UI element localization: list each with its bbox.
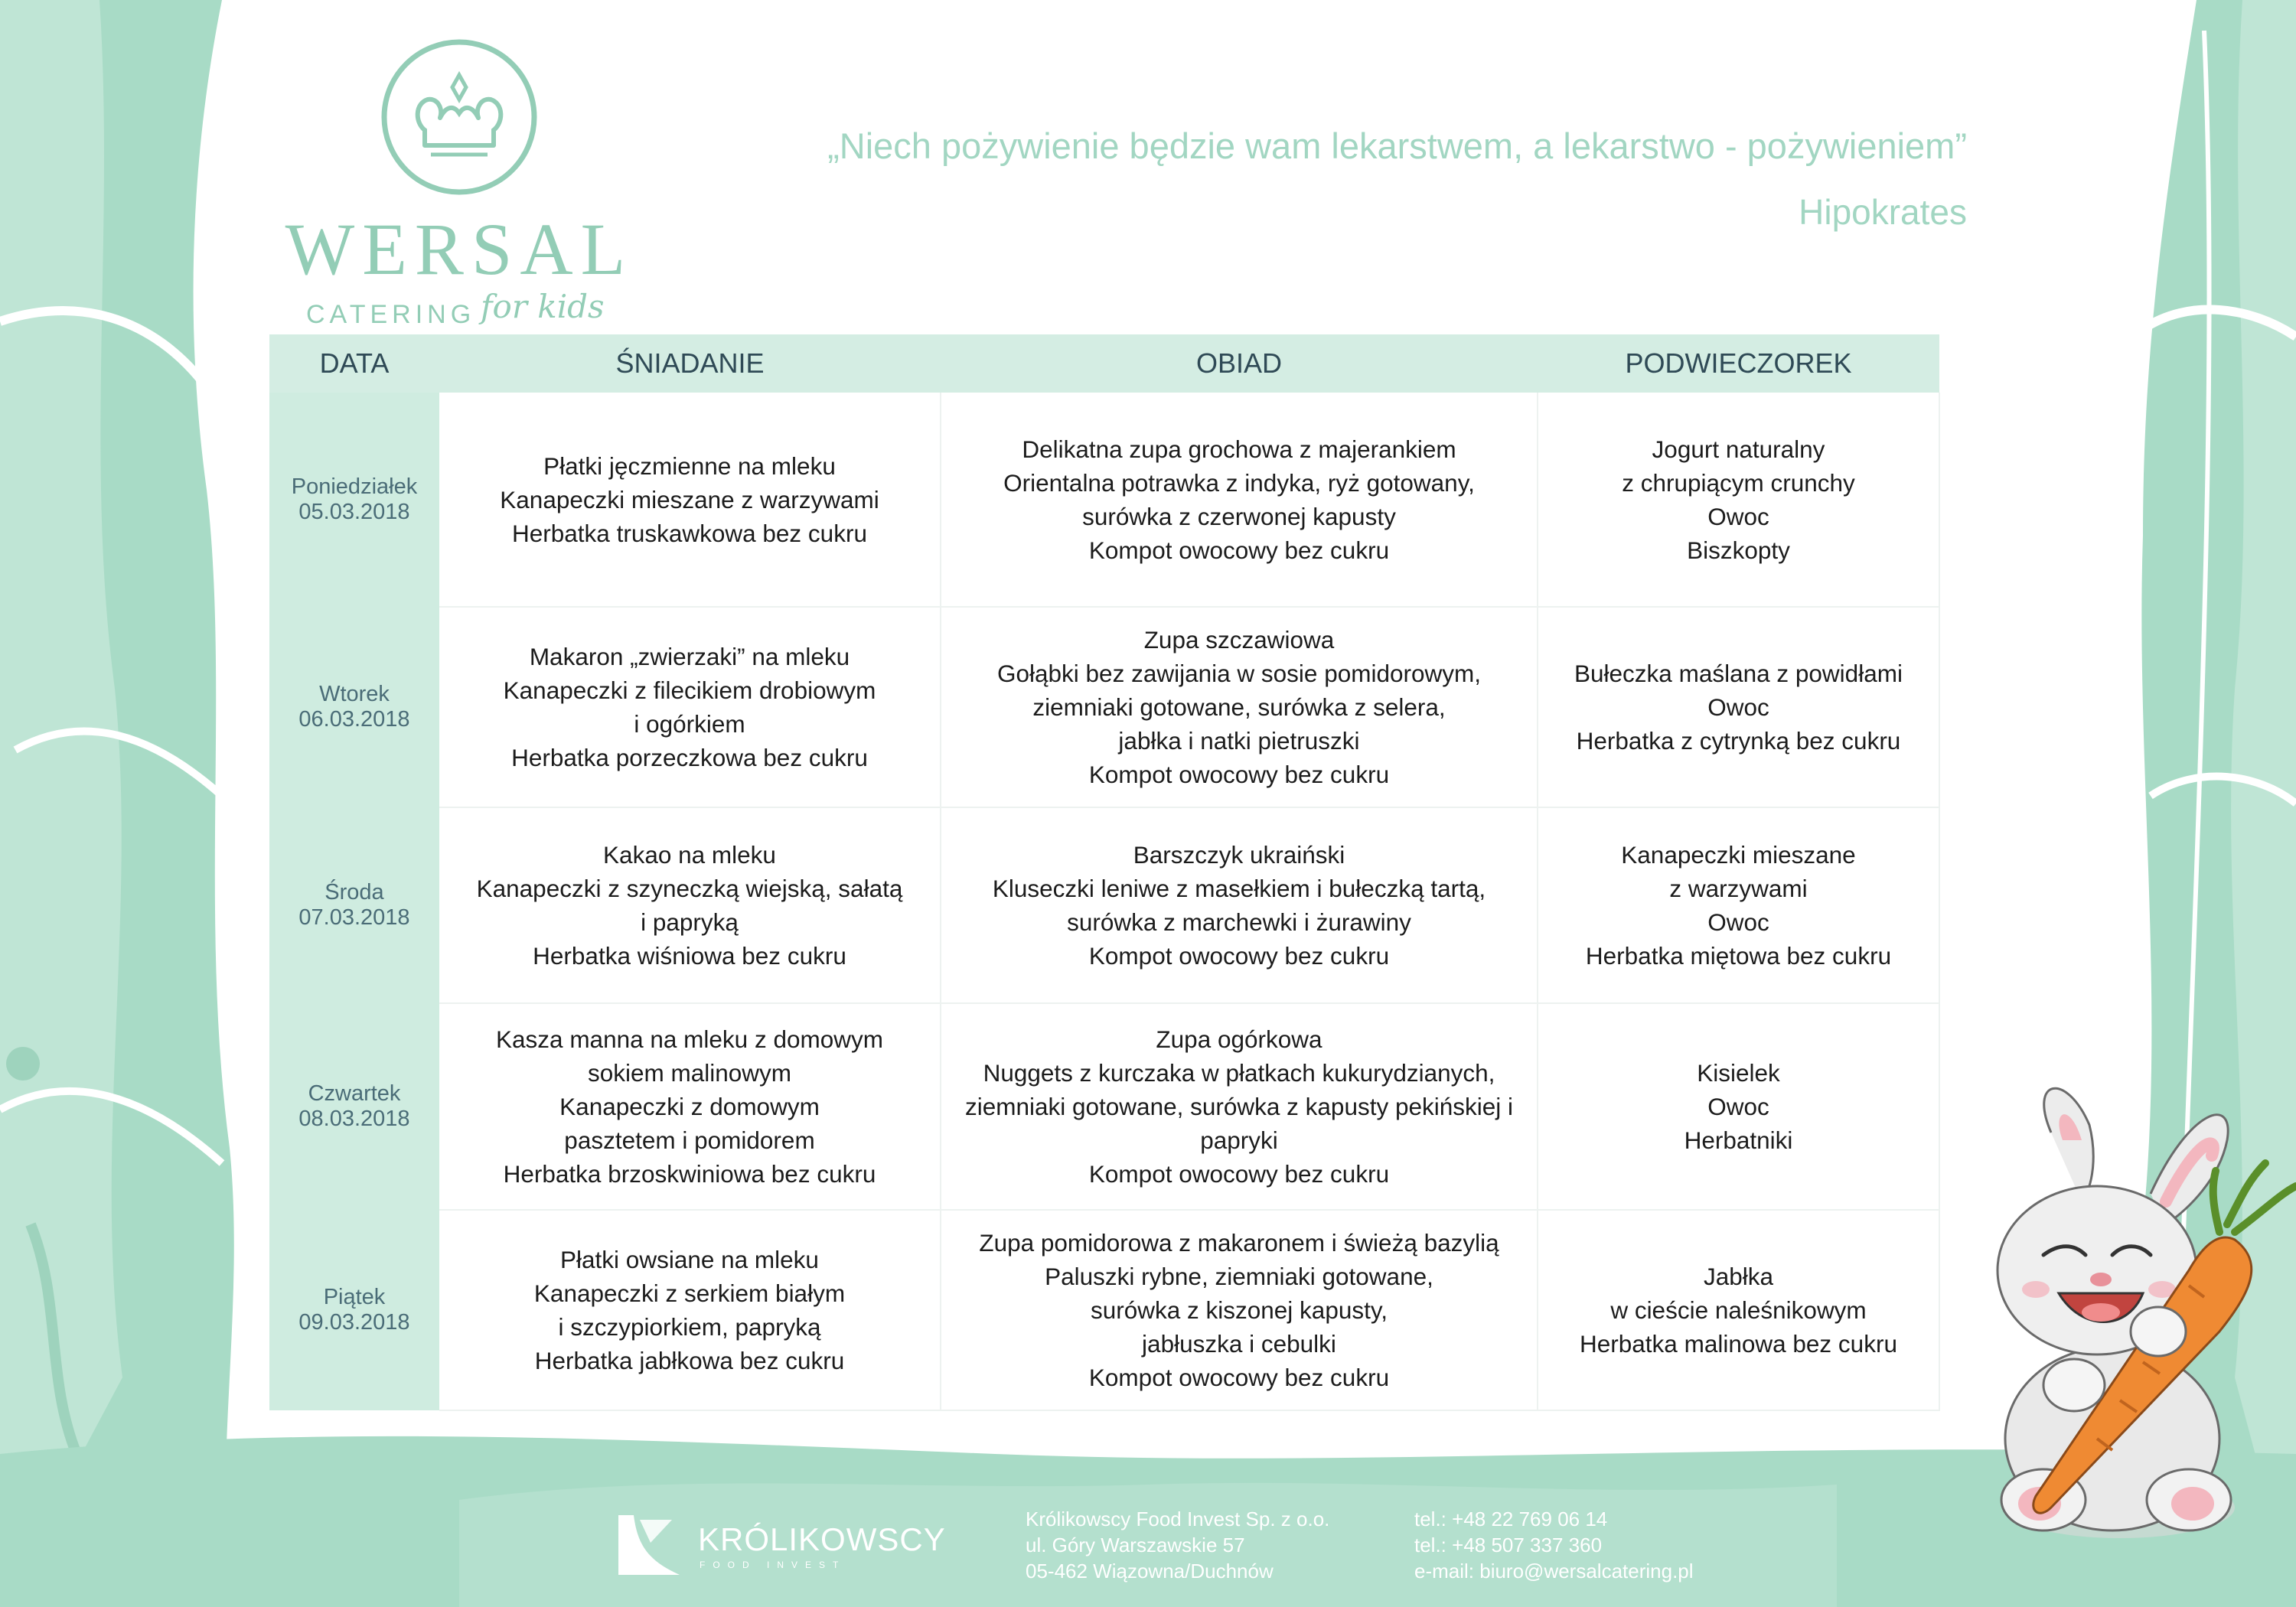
menu-line: Kanapeczki z serkiem białym	[533, 1279, 846, 1307]
table-header-row	[269, 334, 1939, 393]
menu-line: Herbatka z cytrynką bez cukru	[1576, 727, 1901, 755]
lunch-cell	[941, 393, 1538, 607]
day-name: Poniedziałek	[291, 474, 418, 499]
menu-line: Zupa pomidorowa z makaronem i świeżą bazylią	[979, 1229, 1499, 1257]
snack-cell	[1538, 807, 1939, 1003]
menu-line: Kanapeczki z szyneczką wiejską, sałatą	[476, 875, 903, 902]
menu-line: Kompot owocowy bez cukru	[1088, 1364, 1390, 1391]
menu-line: jabłuszka i cebulki	[1142, 1330, 1336, 1358]
table-row	[269, 1210, 1939, 1410]
menu-line: surówka z marchewki i żurawiny	[1067, 908, 1411, 936]
snack-cell	[1538, 607, 1939, 807]
menu-line: Kakao na mleku	[603, 841, 776, 869]
snack-cell	[1538, 1210, 1939, 1410]
menu-line: Kasza manna na mleku z domowym	[496, 1025, 883, 1053]
breakfast-cell	[439, 1003, 941, 1210]
menu-line: Owoc	[1707, 908, 1769, 936]
menu-line: Herbatka brzoskwiniowa bez cukru	[503, 1160, 876, 1188]
header-snack: PODWIECZOREK	[1538, 334, 1939, 393]
menu-line: Kisielek	[1697, 1059, 1780, 1087]
menu-line: Biszkopty	[1687, 536, 1790, 564]
table-row	[269, 1003, 1939, 1210]
krolikowscy-logo-icon	[618, 1515, 680, 1575]
day-date: 09.03.2018	[298, 1310, 410, 1335]
footer-contact	[1414, 1506, 1694, 1584]
footer-address	[1026, 1506, 1329, 1584]
footer-brand-sub: FOOD INVEST	[700, 1560, 846, 1570]
logo-name: WERSAL	[285, 208, 634, 290]
day-cell	[269, 393, 439, 607]
day-cell	[269, 1210, 439, 1410]
footer-brand: KRÓLIKOWSCY	[698, 1521, 946, 1557]
menu-line: Kanapeczki z filecikiem drobiowym	[503, 676, 876, 704]
phone-line: tel.: +48 507 337 360	[1414, 1534, 1603, 1556]
address-line: 05-462 Wiązowna/Duchnów	[1026, 1560, 1274, 1583]
table-row	[269, 393, 1939, 607]
menu-line: ziemniaki gotowane, surówka z kapusty pekińskiej i	[964, 1093, 1514, 1120]
menu-line: Zupa szczawiowa	[1143, 626, 1335, 654]
menu-line: Kanapeczki z domowym	[559, 1093, 820, 1120]
email-link[interactable]: e-mail: biuro@wersalcatering.pl	[1414, 1560, 1694, 1583]
day-date: 07.03.2018	[298, 905, 410, 930]
menu-line: Makaron „zwierzaki” na mleku	[529, 643, 850, 670]
day-cell	[269, 607, 439, 807]
menu-line: i ogórkiem	[634, 710, 745, 738]
breakfast-cell	[439, 1210, 941, 1410]
breakfast-cell	[439, 393, 941, 607]
header-lunch: OBIAD	[941, 334, 1538, 393]
snack-cell	[1538, 393, 1939, 607]
day-name: Czwartek	[308, 1081, 401, 1106]
menu-line: surówka z czerwonej kapusty	[1082, 502, 1396, 530]
quote-author: Hipokrates	[1799, 192, 1967, 232]
logo-subtitle: CATERING	[306, 300, 476, 329]
menu-line: Kompot owocowy bez cukru	[1088, 761, 1390, 788]
menu-line: papryki	[1200, 1126, 1278, 1154]
table-row	[269, 607, 1939, 807]
menu-line: Jogurt naturalny	[1652, 435, 1825, 463]
menu-line: Gołąbki bez zawijania w sosie pomidorowym,	[996, 660, 1481, 687]
lunch-cell	[941, 1210, 1538, 1410]
menu-line: sokiem malinowym	[587, 1059, 792, 1087]
menu-line: Barszczyk ukraiński	[1133, 841, 1345, 869]
menu-line: Paluszki rybne, ziemniaki gotowane,	[1045, 1263, 1433, 1290]
menu-line: Owoc	[1707, 693, 1769, 721]
day-cell	[269, 807, 439, 1003]
day-cell	[269, 1003, 439, 1210]
menu-line: Kanapeczki mieszane z warzywami	[500, 485, 879, 513]
menu-line: Herbatka porzeczkowa bez cukru	[511, 744, 868, 771]
menu-line: Płatki owsiane na mleku	[560, 1246, 819, 1273]
menu-line: Płatki jęczmienne na mleku	[543, 451, 836, 480]
menu-line: Jabłka	[1703, 1263, 1774, 1290]
day-date: 08.03.2018	[298, 1107, 410, 1131]
table-row	[269, 807, 1939, 1003]
weekly-menu-table	[269, 334, 1940, 1411]
menu-line: Herbatka wiśniowa bez cukru	[533, 942, 846, 970]
menu-line: Orientalna potrawka z indyka, ryż gotowany,	[1003, 468, 1475, 497]
menu-line: Bułeczka maślana z powidłami	[1574, 660, 1903, 687]
menu-line: surówka z kiszonej kapusty,	[1090, 1296, 1388, 1324]
day-date: 05.03.2018	[298, 500, 410, 524]
day-name: Środa	[325, 880, 384, 905]
bunny-with-carrot-illustration	[1959, 1079, 2296, 1553]
menu-line: Kompot owocowy bez cukru	[1088, 536, 1390, 564]
menu-line: Herbatka miętowa bez cukru	[1585, 942, 1892, 970]
menu-line: Herbatka truskawkowa bez cukru	[512, 519, 867, 547]
header-breakfast: ŚNIADANIE	[439, 334, 941, 393]
menu-line: z warzywami	[1669, 875, 1808, 902]
wersal-logo	[276, 38, 643, 329]
menu-line: Owoc	[1707, 502, 1769, 530]
menu-line: jabłka i natki pietruszki	[1118, 727, 1360, 755]
menu-line: Herbatniki	[1684, 1126, 1793, 1154]
menu-line: Owoc	[1707, 1093, 1769, 1120]
day-name: Piątek	[323, 1285, 386, 1309]
phone-line: tel.: +48 22 769 06 14	[1414, 1508, 1608, 1530]
menu-line: Nuggets z kurczaka w płatkach kukurydzianych,	[983, 1059, 1495, 1087]
logo-script: for kids	[481, 288, 605, 325]
breakfast-cell	[439, 607, 941, 807]
breakfast-cell	[439, 807, 941, 1003]
menu-line: i papryką	[641, 908, 739, 936]
menu-line: w cieście naleśnikowym	[1610, 1296, 1867, 1324]
day-name: Wtorek	[319, 682, 390, 706]
menu-line: z chrupiącym crunchy	[1622, 468, 1855, 497]
crown-icon	[380, 38, 538, 196]
header-date: DATA	[269, 334, 439, 393]
menu-line: Kompot owocowy bez cukru	[1088, 942, 1390, 970]
menu-line: Zupa ogórkowa	[1156, 1025, 1322, 1053]
menu-line: Kanapeczki mieszane	[1621, 841, 1856, 869]
menu-line: Kompot owocowy bez cukru	[1088, 1160, 1390, 1188]
menu-line: ziemniaki gotowane, surówka z selera,	[1032, 693, 1446, 721]
lunch-cell	[941, 1003, 1538, 1210]
day-date: 06.03.2018	[298, 707, 410, 732]
menu-line: Delikatna zupa grochowa z majerankiem	[1022, 435, 1456, 463]
menu-line: Herbatka malinowa bez cukru	[1580, 1330, 1897, 1358]
menu-line: Kluseczki leniwe z masełkiem i bułeczką tartą,	[992, 875, 1486, 902]
menu-line: Herbatka jabłkowa bez cukru	[534, 1347, 845, 1374]
menu-line: pasztetem i pomidorem	[564, 1126, 815, 1154]
address-line: Królikowscy Food Invest Sp. z o.o.	[1026, 1508, 1330, 1530]
lunch-cell	[941, 807, 1538, 1003]
address-line: ul. Góry Warszawskie 57	[1026, 1534, 1245, 1556]
lunch-cell	[941, 607, 1538, 807]
snack-cell	[1538, 1003, 1939, 1210]
menu-line: i szczypiorkiem, papryką	[558, 1313, 821, 1341]
quote-text: „Niech pożywienie będzie wam lekarstwem, a lekarstwo - pożywieniem”	[827, 125, 1967, 166]
